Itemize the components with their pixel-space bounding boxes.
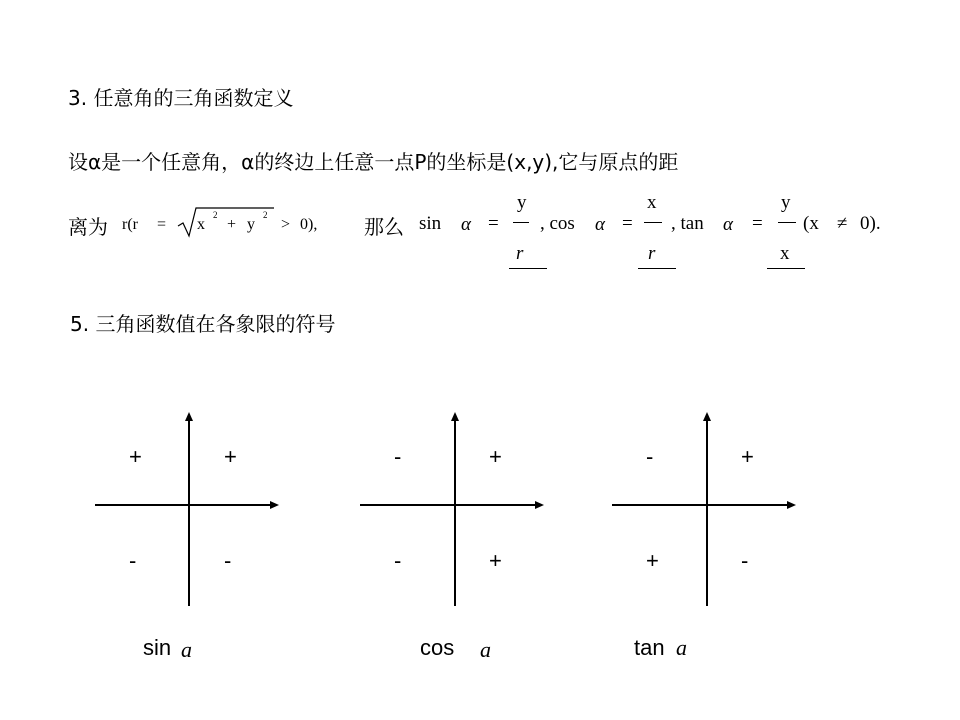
tan-neq: ≠ bbox=[837, 213, 848, 234]
function-label: sin bbox=[143, 635, 172, 660]
sign-quadrant-2: - bbox=[646, 444, 654, 469]
r-formula-gt: > bbox=[281, 216, 291, 233]
section-heading-signs: 5. 三角函数值在各象限的符号 bbox=[70, 312, 336, 336]
y-axis bbox=[454, 420, 456, 606]
sin-name: sin bbox=[419, 213, 442, 234]
then-label: 那么 bbox=[364, 215, 404, 239]
tan-cond-close: 0). bbox=[860, 213, 881, 234]
sqrt-radical-icon bbox=[176, 204, 276, 240]
y-axis-arrow-icon bbox=[451, 412, 459, 421]
sign-quadrant-2: - bbox=[394, 444, 402, 469]
y-axis-arrow-icon bbox=[703, 412, 711, 421]
tan-cond-open: (x bbox=[803, 213, 819, 234]
sin-sep: , cos bbox=[540, 213, 575, 234]
sin-alpha: α bbox=[461, 214, 471, 235]
cos-denominator: r bbox=[648, 243, 656, 264]
x-axis bbox=[360, 504, 535, 506]
sign-quadrant-4: + bbox=[489, 548, 502, 573]
tan-fraction-bar bbox=[778, 222, 796, 223]
cos-numerator: x bbox=[647, 192, 657, 213]
sin-den-underline bbox=[509, 268, 547, 269]
tan-alpha: α bbox=[723, 214, 733, 235]
x-axis-arrow-icon bbox=[535, 501, 544, 509]
x-axis bbox=[95, 504, 270, 506]
y-axis bbox=[706, 420, 708, 606]
function-label: cos bbox=[420, 635, 455, 660]
r-formula-rest: 0), bbox=[300, 216, 318, 233]
sign-quadrant-1: + bbox=[741, 444, 754, 469]
sin-eq: = bbox=[488, 213, 499, 234]
tan-den-underline bbox=[767, 268, 805, 269]
cos-sep: , tan bbox=[671, 213, 704, 234]
r-formula-y: y bbox=[247, 216, 255, 233]
function-variable: a bbox=[676, 635, 687, 660]
sin-fraction-bar bbox=[513, 222, 529, 223]
cos-eq: = bbox=[622, 213, 633, 234]
tan-numerator: y bbox=[781, 192, 791, 213]
r-formula-eq: = bbox=[157, 216, 167, 233]
x-axis-arrow-icon bbox=[787, 501, 796, 509]
section-heading-definition: 3. 任意角的三角函数定义 bbox=[68, 86, 294, 110]
sign-quadrant-2: + bbox=[129, 444, 142, 469]
definition-text: 设α是一个任意角，α的终边上任意一点P的坐标是(x,y),它与原点的距 bbox=[68, 150, 679, 174]
sign-quadrant-1: + bbox=[489, 444, 502, 469]
r-formula-x: x bbox=[197, 216, 205, 233]
r-formula-plus: + bbox=[227, 216, 237, 233]
sign-quadrant-1: + bbox=[224, 444, 237, 469]
cos-den-underline bbox=[638, 268, 676, 269]
sign-quadrant-3: - bbox=[394, 548, 402, 573]
sign-quadrant-4: - bbox=[741, 548, 749, 573]
x-axis bbox=[612, 504, 787, 506]
r-formula-lhs: r(r bbox=[122, 216, 138, 233]
sin-numerator: y bbox=[517, 192, 527, 213]
sign-quadrant-4: - bbox=[224, 548, 232, 573]
x-axis-arrow-icon bbox=[270, 501, 279, 509]
cos-fraction-bar bbox=[644, 222, 662, 223]
y-axis bbox=[188, 420, 190, 606]
sin-denominator: r bbox=[516, 243, 524, 264]
distance-prefix: 离为 bbox=[68, 215, 108, 239]
function-variable: a bbox=[181, 637, 192, 662]
function-variable: a bbox=[480, 637, 491, 662]
sign-quadrant-3: - bbox=[129, 548, 137, 573]
function-label: tan bbox=[634, 635, 665, 660]
r-formula-exp1: 2 bbox=[213, 210, 218, 220]
tan-denominator: x bbox=[780, 243, 790, 264]
sign-quadrant-3: + bbox=[646, 548, 659, 573]
cos-alpha: α bbox=[595, 214, 605, 235]
tan-eq: = bbox=[752, 213, 763, 234]
r-formula-exp2: 2 bbox=[263, 210, 268, 220]
y-axis-arrow-icon bbox=[185, 412, 193, 421]
